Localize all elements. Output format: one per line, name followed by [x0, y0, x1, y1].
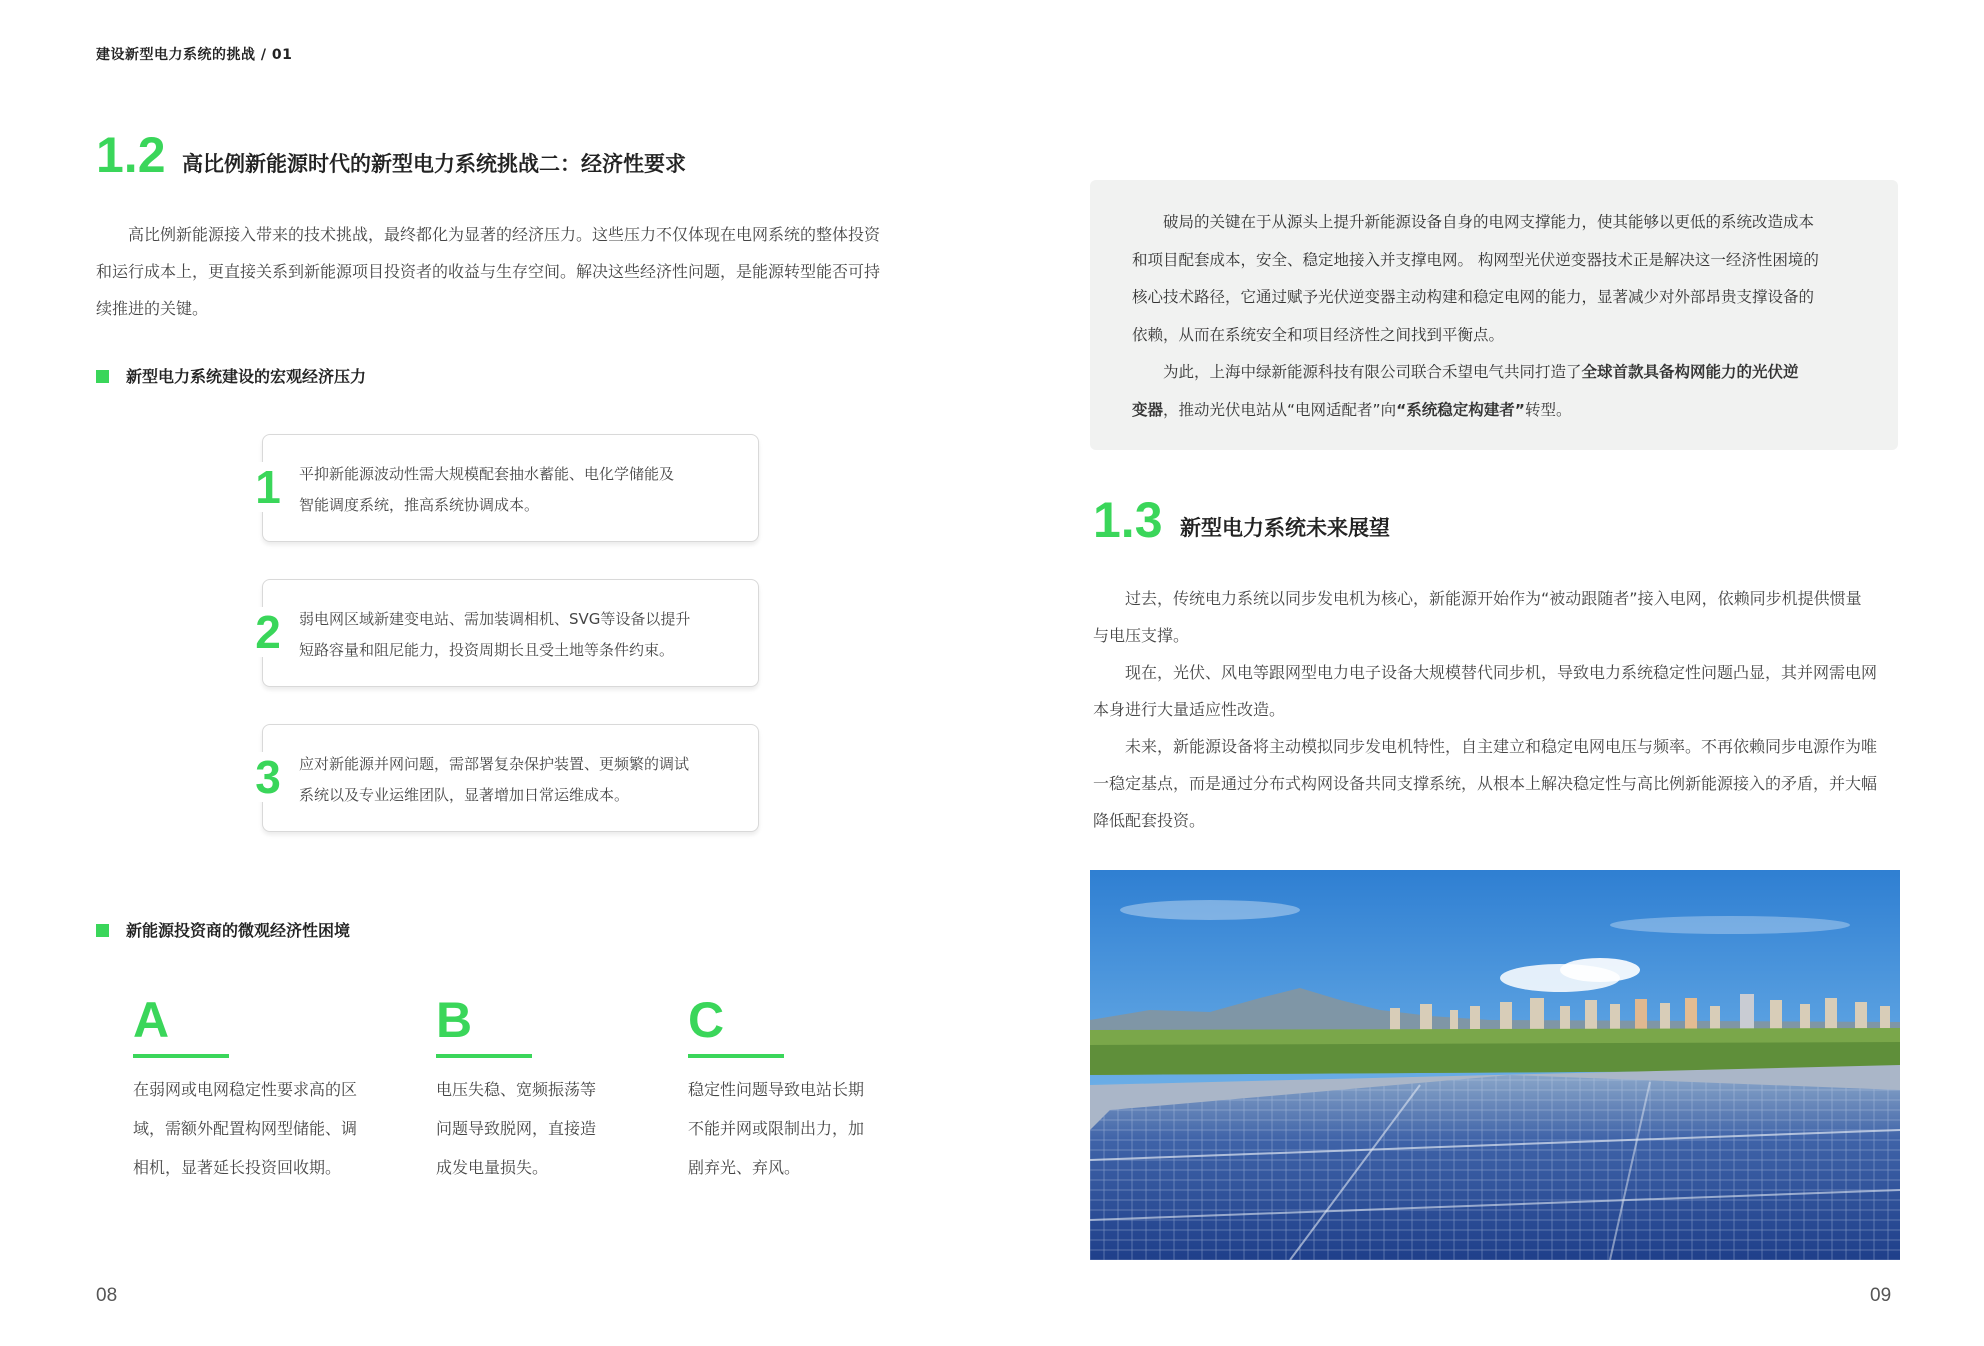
macro-heading-text: 新型电力系统建设的宏观经济压力	[126, 367, 367, 386]
intro-line: 和运行成本上，更直接关系到新能源项目投资者的收益与生存空间。解决这些经济性问题，是能源转型能否可持	[96, 262, 881, 281]
highlight-box	[1090, 180, 1898, 450]
outlook-line: 降低配套投资。	[1093, 811, 1206, 830]
box-bold-text: 变器	[1132, 400, 1164, 419]
box-line: 依赖，从而在系统安全和项目经济性之间找到平衡点。	[1132, 325, 1505, 344]
intro-paragraph	[96, 216, 908, 327]
card-line: 系统以及专业运维团队，显著增加日常运维成本。	[299, 786, 630, 804]
column-text	[688, 1070, 864, 1187]
column-line: 在弱网或电网稳定性要求高的区	[133, 1080, 358, 1099]
box-line	[1132, 354, 1862, 392]
highlight-box-text	[1132, 204, 1862, 429]
section-title-1-3: 新型电力系统未来展望	[1180, 516, 1390, 540]
page-number-left: 08	[96, 1285, 118, 1306]
green-square-bullet	[96, 370, 109, 383]
outlook-line: 一稳定基点，而是通过分布式构网设备共同支撑系统，从根本上解决稳定性与高比例新能源接入的矛盾，并大幅	[1093, 774, 1878, 793]
column-line: 剧弃光、弃风。	[688, 1158, 801, 1177]
column-underline	[133, 1054, 229, 1058]
running-header: 建设新型电力系统的挑战 / 01	[96, 47, 293, 63]
box-bold-text: “系统稳定构建者”	[1396, 400, 1525, 419]
card-text	[299, 604, 740, 666]
column-line: 稳定性问题导致电站长期	[688, 1080, 865, 1099]
column-line: 相机，显著延长投资回收期。	[133, 1158, 342, 1177]
card-line: 短路容量和阻尼能力，投资周期长且受土地等条件约束。	[299, 641, 675, 659]
card-text	[299, 459, 740, 521]
micro-column-c	[688, 992, 865, 1187]
card-text	[299, 749, 740, 811]
section-number-1-3: 1.3	[1093, 492, 1163, 548]
box-bold-text: 全球首款具备构网能力的光伏逆	[1581, 363, 1799, 381]
column-text	[133, 1070, 357, 1187]
macro-heading	[96, 364, 366, 387]
box-text: ，推动光伏电站从“电网适配者”向	[1163, 400, 1397, 419]
column-letter: C	[688, 992, 725, 1048]
solar-farm-illustration	[1090, 870, 1900, 1260]
box-text: 转型。	[1524, 400, 1572, 419]
outlook-line: 未来，新能源设备将主动模拟同步发电机特性，自主建立和稳定电网电压与频率。不再依赖同步电源作为唯	[1125, 737, 1878, 756]
outlook-line: 过去，传统电力系统以同步发电机为核心，新能源开始作为“被动跟随者”接入电网，依赖同步机提供惯量	[1125, 589, 1862, 608]
card-number: 2	[252, 607, 284, 657]
outlook-line: 本身进行大量适应性改造。	[1093, 700, 1286, 719]
column-text	[436, 1070, 596, 1187]
micro-column-a	[133, 992, 358, 1187]
card-number: 3	[252, 752, 284, 802]
macro-card-1	[255, 434, 759, 542]
box-line: 和项目配套成本，安全、稳定地接入并支撑电网。 构网型光伏逆变器技术正是解决这一经济性困境的	[1132, 250, 1819, 269]
column-line: 电压失稳、宽频振荡等	[436, 1080, 597, 1099]
green-square-bullet	[96, 924, 109, 937]
outlook-paragraph	[1093, 580, 1901, 839]
column-letter: A	[133, 992, 170, 1048]
box-line	[1132, 392, 1862, 430]
box-line: 破局的关键在于从源头上提升新能源设备自身的电网支撑能力，使其能够以更低的系统改造成本	[1163, 213, 1815, 231]
column-line: 不能并网或限制出力，加	[688, 1119, 865, 1138]
column-underline	[688, 1054, 784, 1058]
macro-card-2	[255, 579, 759, 687]
micro-heading	[96, 918, 350, 941]
intro-line: 高比例新能源接入带来的技术挑战，最终都化为显著的经济压力。这些压力不仅体现在电网系统的整体投资	[128, 225, 881, 244]
card-number: 1	[252, 462, 284, 512]
section-title-1-2: 高比例新能源时代的新型电力系统挑战二：经济性要求	[182, 152, 686, 176]
column-letter: B	[436, 992, 473, 1048]
box-line: 核心技术路径，它通过赋予光伏逆变器主动构建和稳定电网的能力，显著减少对外部昂贵支撑设备的	[1132, 288, 1815, 306]
intro-line: 续推进的关键。	[96, 299, 209, 318]
column-line: 域，需额外配置构网型储能、调	[133, 1119, 358, 1138]
card-line: 弱电网区域新建变电站、需加装调相机、SVG等设备以提升	[299, 610, 691, 628]
column-underline	[436, 1054, 532, 1058]
card-line: 平抑新能源波动性需大规模配套抽水蓄能、电化学储能及	[299, 465, 675, 483]
section-number-1-2: 1.2	[96, 127, 166, 183]
column-line: 问题导致脱网，直接造	[436, 1119, 597, 1138]
page-number-right: 09	[1870, 1285, 1892, 1306]
outlook-line: 现在，光伏、风电等跟网型电力电子设备大规模替代同步机，导致电力系统稳定性问题凸显，其并网需电网	[1125, 663, 1878, 682]
outlook-line: 与电压支撑。	[1093, 626, 1190, 645]
card-line: 应对新能源并网问题，需部署复杂保护装置、更频繁的调试	[299, 755, 690, 773]
box-text: 为此，上海中绿新能源科技有限公司联合禾望电气共同打造了	[1163, 363, 1582, 381]
micro-column-b	[436, 992, 597, 1187]
column-line: 成发电量损失。	[436, 1158, 549, 1177]
micro-heading-text: 新能源投资商的微观经济性困境	[126, 921, 351, 940]
card-line: 智能调度系统，推高系统协调成本。	[299, 496, 540, 514]
solar-farm-photo	[1090, 870, 1900, 1260]
macro-card-3	[255, 724, 759, 832]
